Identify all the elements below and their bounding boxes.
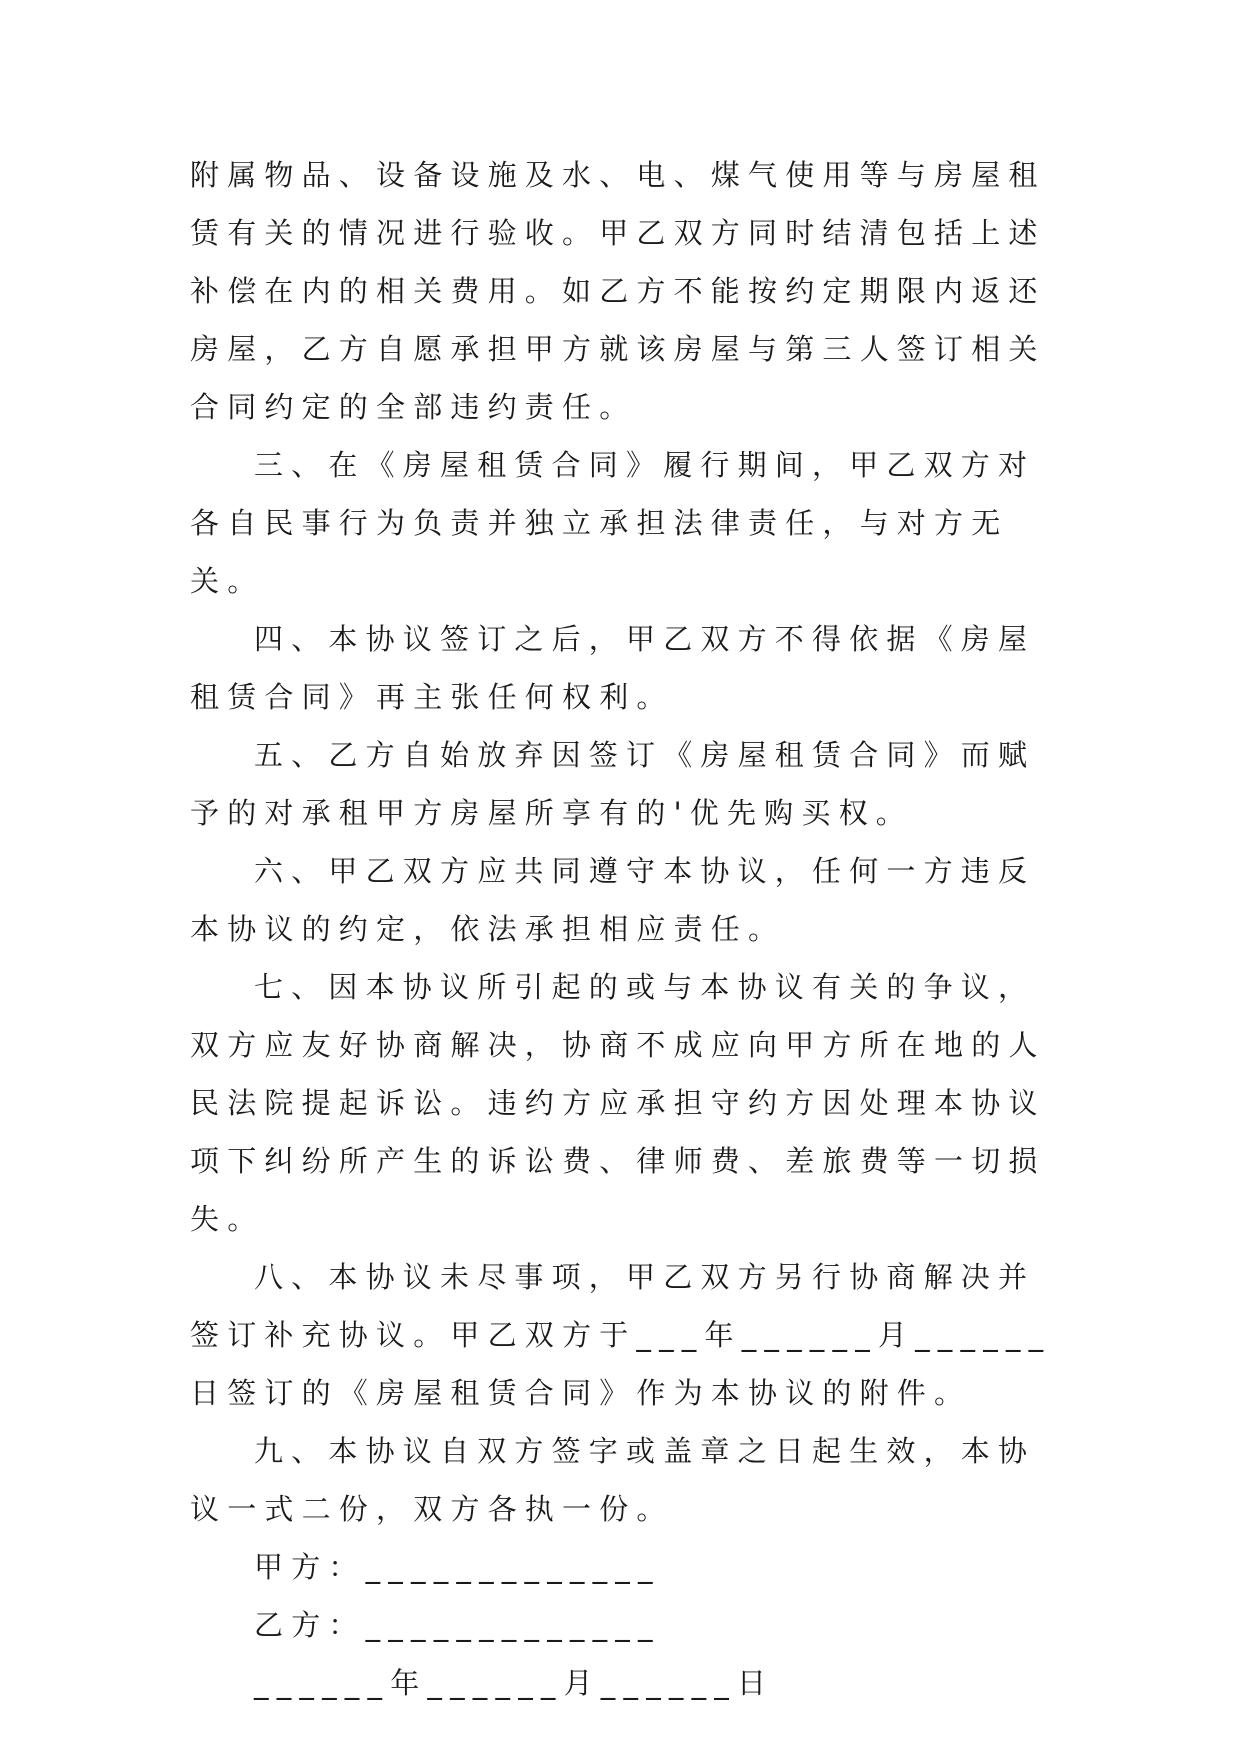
paragraph-clause-9: 九、本协议自双方签字或盖章之日起生效，本协议一式二份，双方各执一份。 bbox=[190, 1434, 1036, 1526]
paragraph-clause-5: 五、乙方自始放弃因签订《房屋租赁合同》而赋予的对承租甲方房屋所享有的'优先购买权。 bbox=[190, 738, 1036, 830]
paragraph-clause-3: 三、在《房屋租赁合同》履行期间，甲乙双方对各自民事行为负责并独立承担法律责任，与对方无关。 bbox=[190, 448, 1036, 598]
paragraph-clause-8: 八、本协议未尽事项，甲乙双方另行协商解决并签订补充协议。甲乙双方于___年______月______日签订的《房屋租赁合同》作为本协议的附件。 bbox=[190, 1260, 1052, 1410]
signature-date: ______年______月______日 bbox=[254, 1666, 775, 1700]
signature-party-a: 甲方：_____________ bbox=[254, 1550, 661, 1584]
paragraph-clause-6: 六、甲乙双方应共同遵守本协议，任何一方违反本协议的约定，依法承担相应责任。 bbox=[190, 854, 1036, 946]
paragraph-clause-4: 四、本协议签订之后，甲乙双方不得依据《房屋租赁合同》再主张任何权利。 bbox=[190, 622, 1036, 714]
signature-party-b: 乙方：_____________ bbox=[254, 1608, 661, 1642]
document-body bbox=[190, 146, 1070, 1712]
paragraph-clause-7: 七、因本协议所引起的或与本协议有关的争议，双方应友好协商解决，协商不成应向甲方所在地的人民法院提起诉讼。违约方应承担守约方因处理本协议项下纠纷所产生的诉讼费、律师费、差旅费等一切损失。 bbox=[190, 970, 1046, 1236]
paragraph-handover-settlement: 附属物品、设备设施及水、电、煤气使用等与房屋租赁有关的情况进行验收。甲乙双方同时结清包括上述补偿在内的相关费用。如乙方不能按约定期限内返还房屋，乙方自愿承担甲方就该房屋与第三人签订相关合同约定的全部违约责任。 bbox=[190, 158, 1046, 424]
